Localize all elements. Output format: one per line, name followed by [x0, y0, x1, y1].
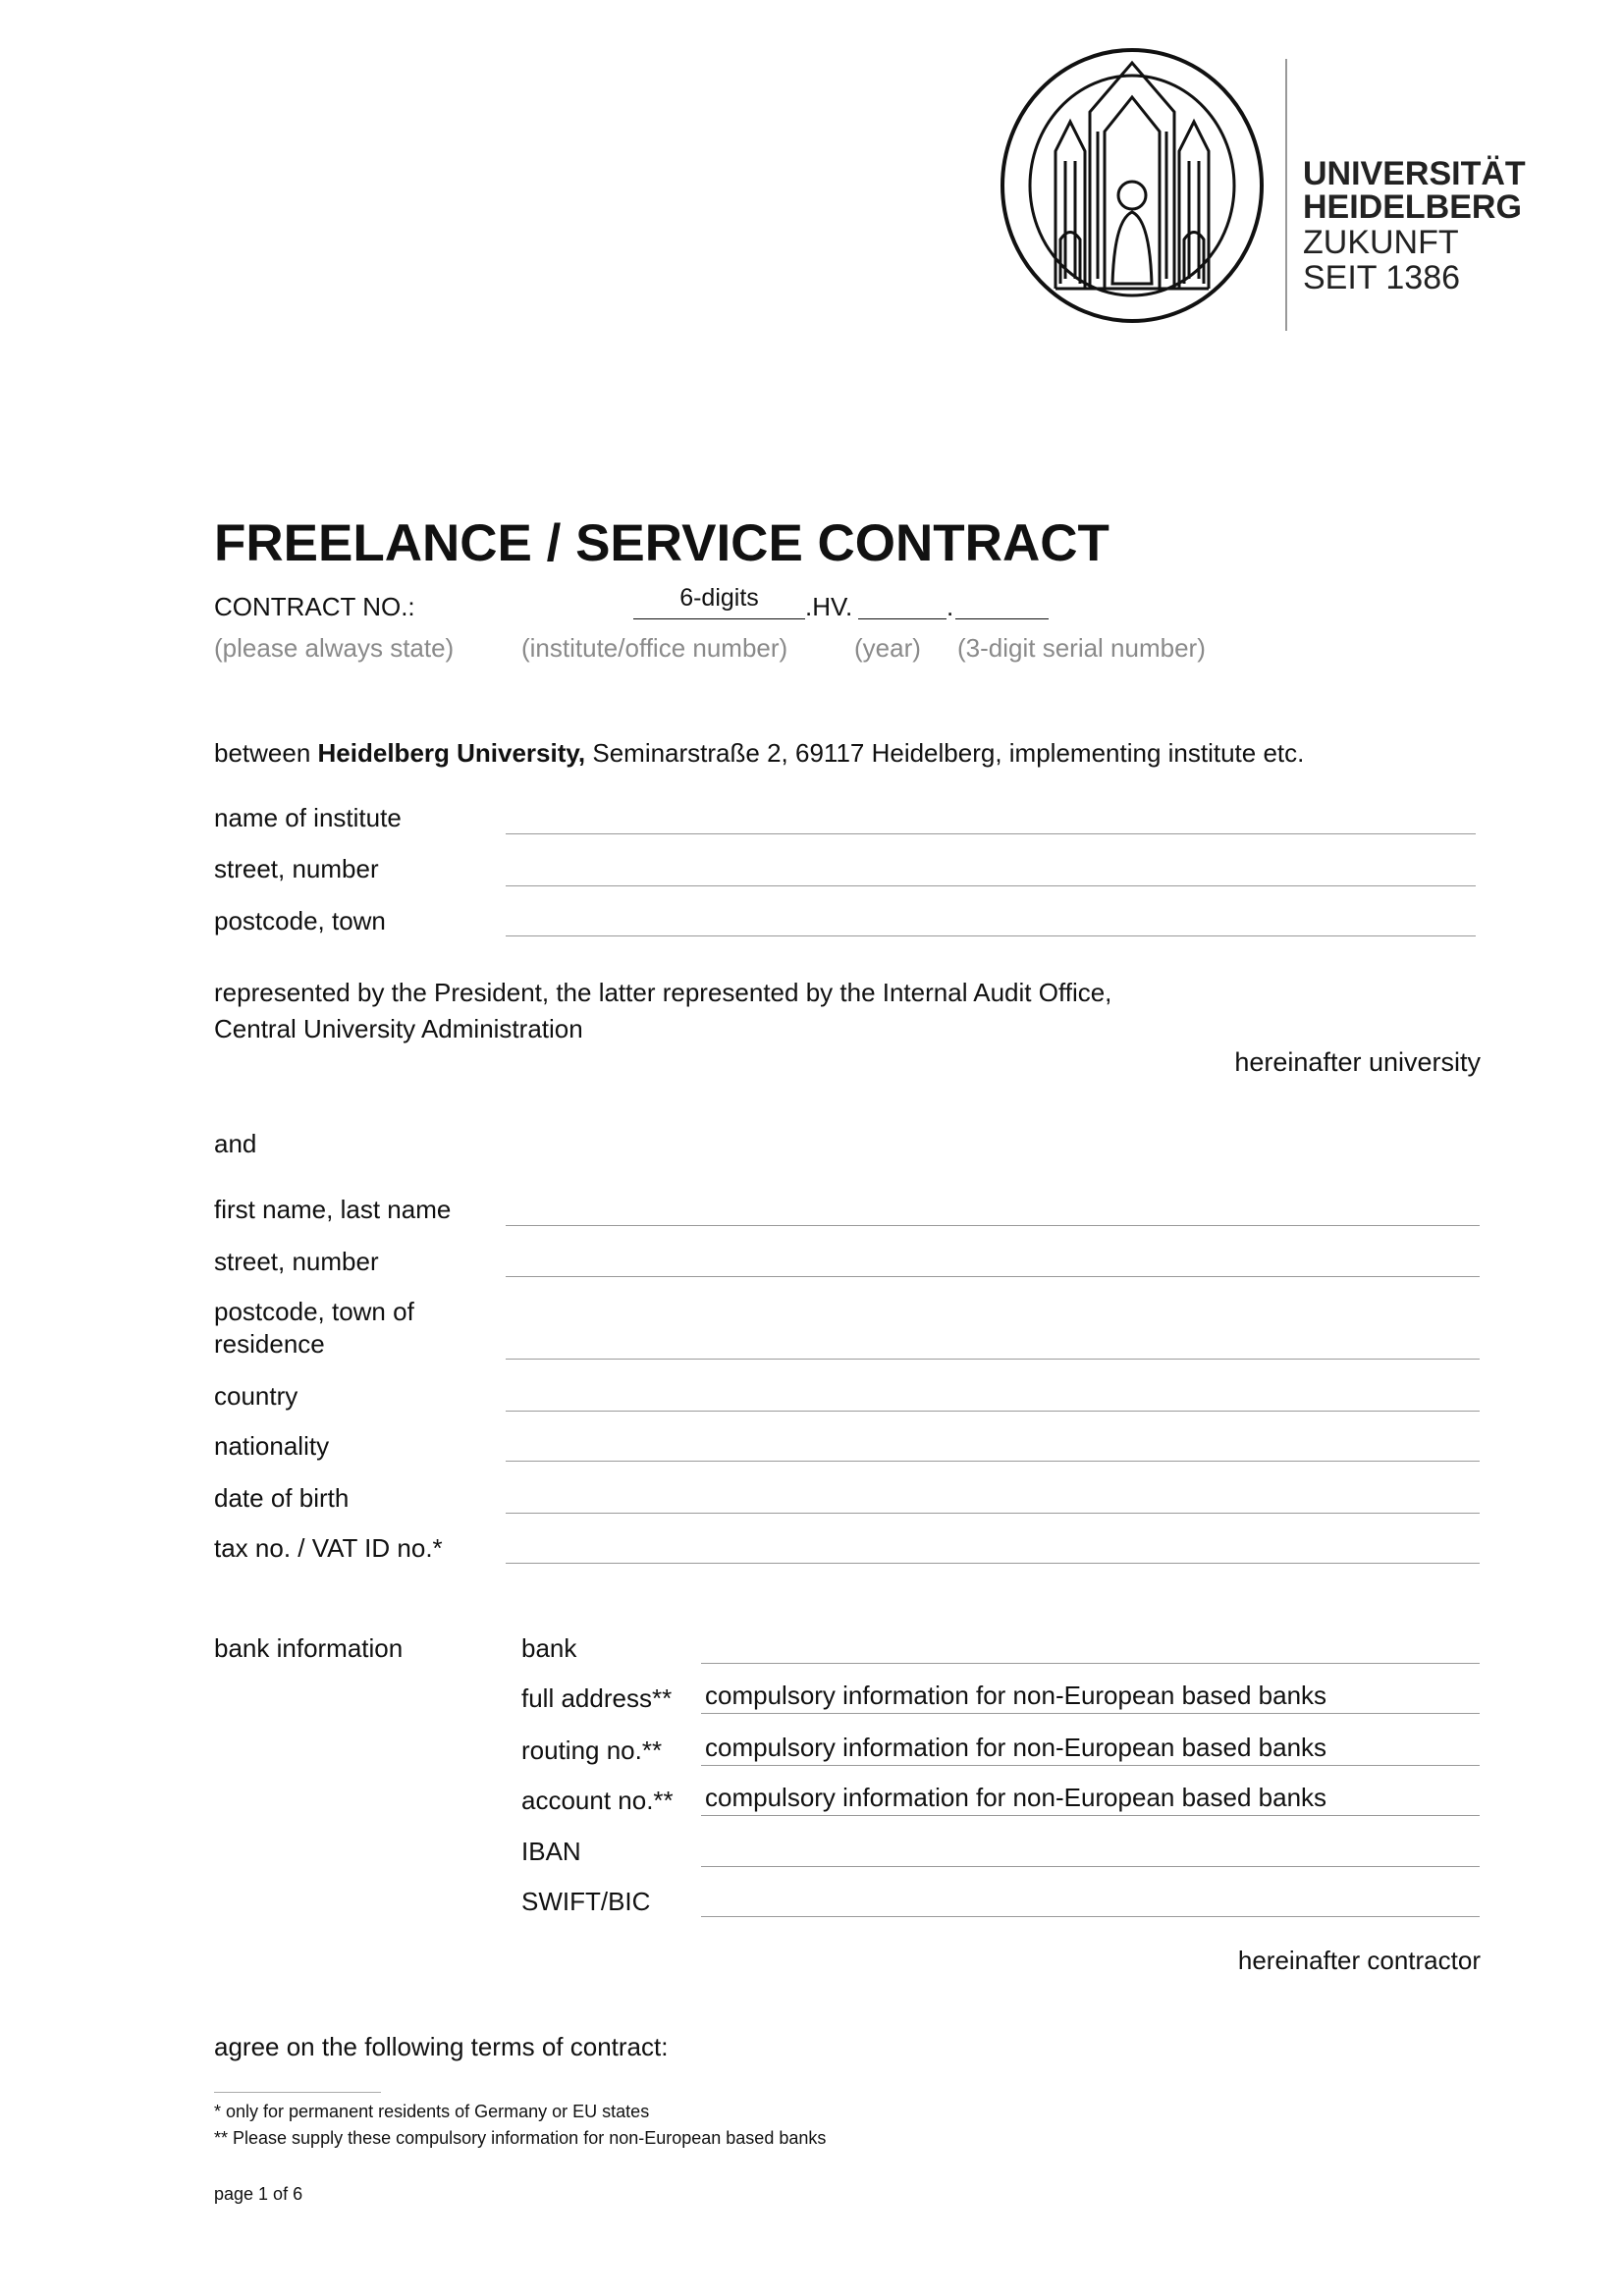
institute-postcode-field[interactable] [506, 935, 1476, 936]
tax-label: tax no. / VAT ID no.* [214, 1533, 443, 1563]
routing-value: compulsory information for non-European based banks [705, 1733, 1327, 1762]
footnote-2: ** Please supply these compulsory information for non-European based banks [214, 2128, 827, 2148]
routing-field[interactable] [701, 1765, 1480, 1766]
bank-label: bank [521, 1633, 577, 1663]
name-label: first name, last name [214, 1195, 452, 1224]
page-title: FREELANCE / SERVICE CONTRACT [214, 514, 1109, 572]
and-label: and [214, 1129, 257, 1158]
hint-year: (year) [854, 633, 921, 663]
hint-institute: (institute/office number) [521, 633, 788, 663]
street-field[interactable] [506, 1276, 1480, 1277]
university-name: Heidelberg University, [317, 738, 586, 768]
iban-field[interactable] [701, 1866, 1480, 1867]
country-field[interactable] [506, 1411, 1480, 1412]
year-field[interactable] [858, 585, 947, 619]
swift-field[interactable] [701, 1916, 1480, 1917]
represented-line-2: Central University Administration [214, 1014, 583, 1043]
nationality-label: nationality [214, 1431, 330, 1461]
bank-information-label: bank information [214, 1633, 404, 1663]
postcode-label: postcode, town of [214, 1297, 414, 1326]
bank-field[interactable] [701, 1663, 1480, 1664]
logo-university: UNIVERSITÄT [1303, 155, 1526, 192]
postcode-field[interactable] [506, 1359, 1480, 1360]
account-value: compulsory information for non-European based banks [705, 1783, 1327, 1812]
institute-number-value: 6-digits [679, 584, 759, 612]
institute-street-label: street, number [214, 854, 379, 883]
agree-text: agree on the following terms of contract: [214, 2032, 669, 2061]
university-address: Seminarstraße 2, 69117 Heidelberg, implementing institute etc. [585, 738, 1305, 768]
iban-label: IBAN [521, 1837, 581, 1866]
account-field[interactable] [701, 1815, 1480, 1816]
serial-number-field[interactable] [955, 585, 1049, 619]
logo-zukunft: ZUKUNFT [1303, 224, 1459, 261]
contract-no-label: CONTRACT NO.: [214, 592, 415, 621]
full-address-label: full address** [521, 1683, 673, 1713]
institute-number-field[interactable] [633, 585, 805, 619]
full-address-value: compulsory information for non-European based banks [705, 1681, 1327, 1710]
hv-separator: .HV. [805, 592, 853, 621]
street-label: street, number [214, 1247, 379, 1276]
swift-label: SWIFT/BIC [521, 1887, 651, 1916]
logo-seit: SEIT 1386 [1303, 259, 1461, 296]
nationality-field[interactable] [506, 1461, 1480, 1462]
institute-name-label: name of institute [214, 803, 402, 832]
hereinafter-contractor: hereinafter contractor [1237, 1946, 1481, 1975]
dob-field[interactable] [506, 1513, 1480, 1514]
logo-divider [1285, 59, 1287, 331]
dob-label: date of birth [214, 1483, 350, 1513]
name-field[interactable] [506, 1225, 1480, 1226]
logo-heidelberg: HEIDELBERG [1303, 188, 1522, 226]
routing-label: routing no.** [521, 1735, 663, 1765]
hereinafter-university: hereinafter university [1234, 1047, 1481, 1077]
between-prefix: between [214, 738, 318, 768]
footnote-rule [214, 2092, 381, 2093]
hint-serial: (3-digit serial number) [957, 633, 1206, 663]
institute-postcode-label: postcode, town [214, 906, 386, 935]
footnote-1: * only for permanent residents of Germany or EU states [214, 2102, 650, 2121]
country-label: country [214, 1381, 298, 1411]
account-label: account no.** [521, 1786, 674, 1815]
institute-street-field[interactable] [506, 885, 1476, 886]
hint-please-state: (please always state) [214, 633, 455, 663]
full-address-field[interactable] [701, 1713, 1480, 1714]
represented-line-1: represented by the President, the latter represented by the Internal Audit Office, [214, 978, 1112, 1007]
tax-field[interactable] [506, 1563, 1480, 1564]
page-number: page 1 of 6 [214, 2184, 303, 2204]
postcode-label-2: residence [214, 1329, 325, 1359]
university-seal-icon [997, 43, 1268, 328]
institute-name-field[interactable] [506, 833, 1476, 834]
dot-separator: . [947, 592, 954, 621]
between-line [214, 740, 1304, 766]
